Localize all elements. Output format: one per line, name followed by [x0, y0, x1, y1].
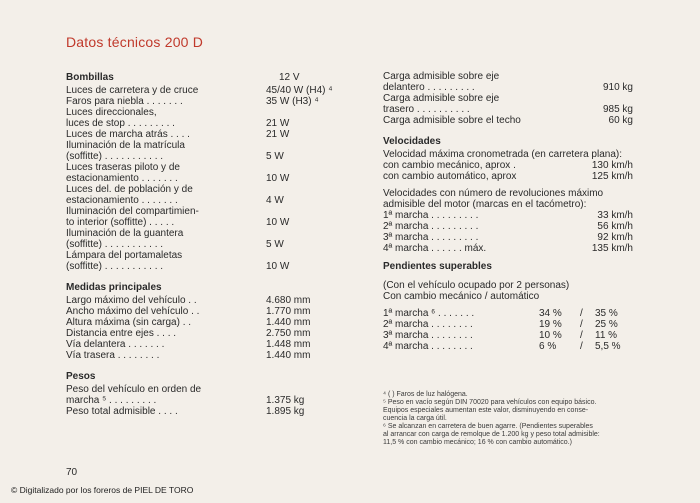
spec-value: 1.895 kg	[266, 406, 305, 417]
footnote-line: Equipos especiales aumentan este valor, disminuyendo en conse-	[383, 407, 589, 414]
spec-row	[383, 160, 641, 171]
pendiente-label: 2ª marcha . . . . . . . .	[383, 319, 473, 330]
spec-row	[383, 221, 641, 232]
page-title: Datos técnicos 200 D	[66, 34, 204, 50]
spec-label: 1ª marcha . . . . . . . . .	[383, 210, 479, 221]
page-number: 70	[66, 467, 78, 478]
spec-value: 35 W (H3) ⁴	[266, 96, 319, 107]
spec-row	[66, 317, 340, 328]
pendiente-mecanico: 34 %	[539, 308, 562, 319]
velocidades-heading: Velocidades	[383, 136, 441, 147]
spec-row	[66, 239, 340, 250]
medidas-list	[66, 295, 340, 361]
footnote-line: ⁴ ( ) Faros de luz halógena.	[383, 391, 468, 398]
spec-row	[66, 184, 340, 195]
bombillas-list	[66, 85, 340, 272]
spec-label: Lámpara del portamaletas	[66, 250, 183, 261]
spec-value: 2.750 mm	[266, 328, 311, 339]
spec-label: to interior (soffitte) . . . . .	[66, 217, 175, 228]
spec-row	[66, 295, 340, 306]
pendiente-row	[383, 341, 641, 352]
spec-row	[66, 328, 340, 339]
spec-row	[66, 151, 340, 162]
spec-value: 4 W	[266, 195, 284, 206]
pendiente-separator: /	[580, 341, 583, 352]
spec-value: 1.770 mm	[266, 306, 311, 317]
pendiente-separator: /	[580, 308, 583, 319]
spec-value: 1.440 mm	[266, 350, 311, 361]
pendiente-separator: /	[580, 319, 583, 330]
spec-value: 10 W	[266, 173, 290, 184]
spec-row	[66, 306, 340, 317]
footnote-line: ⁵ Peso en vacío según DIN 70020 para vehículos con equipo básico.	[383, 399, 597, 406]
footnotes	[383, 391, 653, 447]
pendiente-automatico: 5,5 %	[595, 341, 621, 352]
spec-label: estacionamiento . . . . . . .	[66, 173, 178, 184]
spec-row	[383, 232, 641, 243]
pendientes-intro-line2: Con cambio mecánico / automático	[383, 291, 540, 302]
footnote-line: al arrancar con carga de remolque de 1.200 kg y peso total admisible:	[383, 431, 600, 438]
spec-label: marcha ⁵ . . . . . . . . .	[66, 395, 157, 406]
pendiente-separator: /	[580, 330, 583, 341]
credit-line: © Digitalizado por los foreros de PIEL DE TORO	[11, 485, 194, 495]
spec-label: Vía delantera . . . . . . .	[66, 339, 165, 350]
spec-value: 125 km/h	[591, 171, 633, 182]
spec-value: 5 W	[266, 151, 284, 162]
spec-row	[66, 118, 340, 129]
spec-label: Luces de marcha atrás . . . .	[66, 129, 190, 140]
spec-label: estacionamiento . . . . . . .	[66, 195, 178, 206]
velocidades-intro2-line1: Velocidades con número de revoluciones máximo	[383, 188, 604, 199]
spec-row	[66, 217, 340, 228]
spec-row	[66, 107, 340, 118]
spec-label: (soffitte) . . . . . . . . . . .	[66, 261, 164, 272]
spec-label: Peso total admisible . . . .	[66, 406, 178, 417]
spec-value: 135 km/h	[591, 243, 633, 254]
spec-value: 10 W	[266, 217, 290, 228]
pendientes-list	[383, 308, 641, 352]
spec-label: Vía trasera . . . . . . . .	[66, 350, 160, 361]
spec-value: 21 W	[266, 129, 290, 140]
spec-row	[383, 243, 641, 254]
spec-row	[66, 261, 340, 272]
pendiente-mecanico: 10 %	[539, 330, 562, 341]
spec-label: 2ª marcha . . . . . . . . .	[383, 221, 479, 232]
spec-row	[66, 228, 340, 239]
spec-row	[383, 171, 641, 182]
spec-value: 92 km/h	[597, 232, 633, 243]
spec-row	[66, 406, 340, 417]
spec-row	[383, 104, 641, 115]
spec-row	[66, 350, 340, 361]
spec-label: con cambio automático, aprox	[383, 171, 517, 182]
spec-row	[66, 173, 340, 184]
spec-row	[383, 82, 641, 93]
spec-label: Altura máxima (sin carga) . .	[66, 317, 192, 328]
velocidades-list	[383, 160, 641, 182]
spec-row	[66, 195, 340, 206]
spec-value: 33 km/h	[597, 210, 633, 221]
spec-row	[66, 96, 340, 107]
spec-value: 1.440 mm	[266, 317, 311, 328]
footnote-line: cuencia la carga útil.	[383, 415, 447, 422]
spec-label: Largo máximo del vehículo . .	[66, 295, 197, 306]
pendiente-label: 1ª marcha ⁶ . . . . . . .	[383, 308, 475, 319]
spec-label: delantero . . . . . . . . .	[383, 82, 475, 93]
spec-row	[66, 140, 340, 151]
pendientes-intro-line1: (Con el vehículo ocupado por 2 personas)	[383, 280, 570, 291]
spec-label: Carga admisible sobre eje	[383, 93, 500, 104]
spec-value: 56 km/h	[597, 221, 633, 232]
carga-list	[383, 71, 641, 126]
spec-row	[66, 339, 340, 350]
bombillas-voltage: 12 V	[279, 72, 300, 83]
spec-label: Iluminación de la matrícula	[66, 140, 185, 151]
footnote-line: ⁶ Se alcanzan en carretera de buen agarre. (Pendientes superables	[383, 423, 593, 430]
spec-value: 910 kg	[602, 82, 633, 93]
velocidades-intro: Velocidad máxima cronometrada (en carretera plana):	[383, 149, 623, 160]
spec-label: Carga admisible sobre eje	[383, 71, 500, 82]
spec-label: Distancia entre ejes . . . .	[66, 328, 177, 339]
spec-row	[66, 250, 340, 261]
spec-label: Luces del. de población y de	[66, 184, 193, 195]
spec-row	[383, 93, 641, 104]
left-column	[66, 71, 340, 417]
pendiente-mecanico: 6 %	[539, 341, 557, 352]
medidas-heading: Medidas principales	[66, 282, 162, 293]
spec-row	[66, 129, 340, 140]
spec-label: 3ª marcha . . . . . . . . .	[383, 232, 479, 243]
spec-label: Carga admisible sobre el techo	[383, 115, 521, 126]
pendiente-row	[383, 330, 641, 341]
spec-label: Iluminación del compartimien-	[66, 206, 199, 217]
pendiente-label: 3ª marcha . . . . . . . .	[383, 330, 473, 341]
spec-label: Peso del vehículo en orden de	[66, 384, 202, 395]
bombillas-heading-label: Bombillas	[66, 72, 114, 83]
pendientes-heading: Pendientes superables	[383, 261, 492, 272]
spec-label: Luces traseras piloto y de	[66, 162, 180, 173]
spec-label: trasero . . . . . . . . . .	[383, 104, 470, 115]
pendiente-automatico: 35 %	[595, 308, 618, 319]
spec-value: 1.448 mm	[266, 339, 311, 350]
spec-label: Luces de carretera y de cruce	[66, 85, 199, 96]
pesos-heading: Pesos	[66, 371, 96, 382]
spec-value: 1.375 kg	[266, 395, 305, 406]
pendiente-automatico: 11 %	[595, 330, 618, 341]
spec-row	[66, 395, 340, 406]
spec-row	[66, 162, 340, 173]
spec-label: luces de stop . . . . . . . . .	[66, 118, 175, 129]
footnote-line: 11,5 % con cambio mecánico; 16 % con cambio automático.)	[383, 439, 572, 446]
spec-value: 130 km/h	[591, 160, 633, 171]
marchas-list	[383, 210, 641, 254]
spec-row	[66, 206, 340, 217]
bombillas-heading	[66, 71, 340, 85]
right-column	[383, 71, 641, 352]
spec-label: Iluminación de la guantera	[66, 228, 184, 239]
pendiente-automatico: 25 %	[595, 319, 618, 330]
spec-value: 5 W	[266, 239, 284, 250]
spec-value: 4.680 mm	[266, 295, 311, 306]
spec-row	[383, 115, 641, 126]
spec-label: Faros para niebla . . . . . . .	[66, 96, 183, 107]
spec-label: (soffitte) . . . . . . . . . . .	[66, 151, 164, 162]
spec-value: 985 kg	[602, 104, 633, 115]
spec-value: 60 kg	[608, 115, 633, 126]
spec-value: 21 W	[266, 118, 290, 129]
pendiente-mecanico: 19 %	[539, 319, 562, 330]
spec-row	[383, 71, 641, 82]
pendiente-row	[383, 319, 641, 330]
velocidades-intro2-line2: admisible del motor (marcas en el tacómetro):	[383, 199, 587, 210]
spec-row	[66, 384, 340, 395]
pendiente-row	[383, 308, 641, 319]
spec-label: con cambio mecánico, aprox .	[383, 160, 516, 171]
spec-label: (soffitte) . . . . . . . . . . .	[66, 239, 164, 250]
spec-value: 45/40 W (H4) ⁴	[266, 85, 333, 96]
spec-row	[66, 85, 340, 96]
spec-label: 4ª marcha . . . . . . máx.	[383, 243, 487, 254]
spec-row	[383, 210, 641, 221]
pendiente-label: 4ª marcha . . . . . . . .	[383, 341, 473, 352]
spec-value: 10 W	[266, 261, 290, 272]
spec-label: Luces direccionales,	[66, 107, 157, 118]
pesos-list	[66, 384, 340, 417]
spec-label: Ancho máximo del vehículo . .	[66, 306, 200, 317]
